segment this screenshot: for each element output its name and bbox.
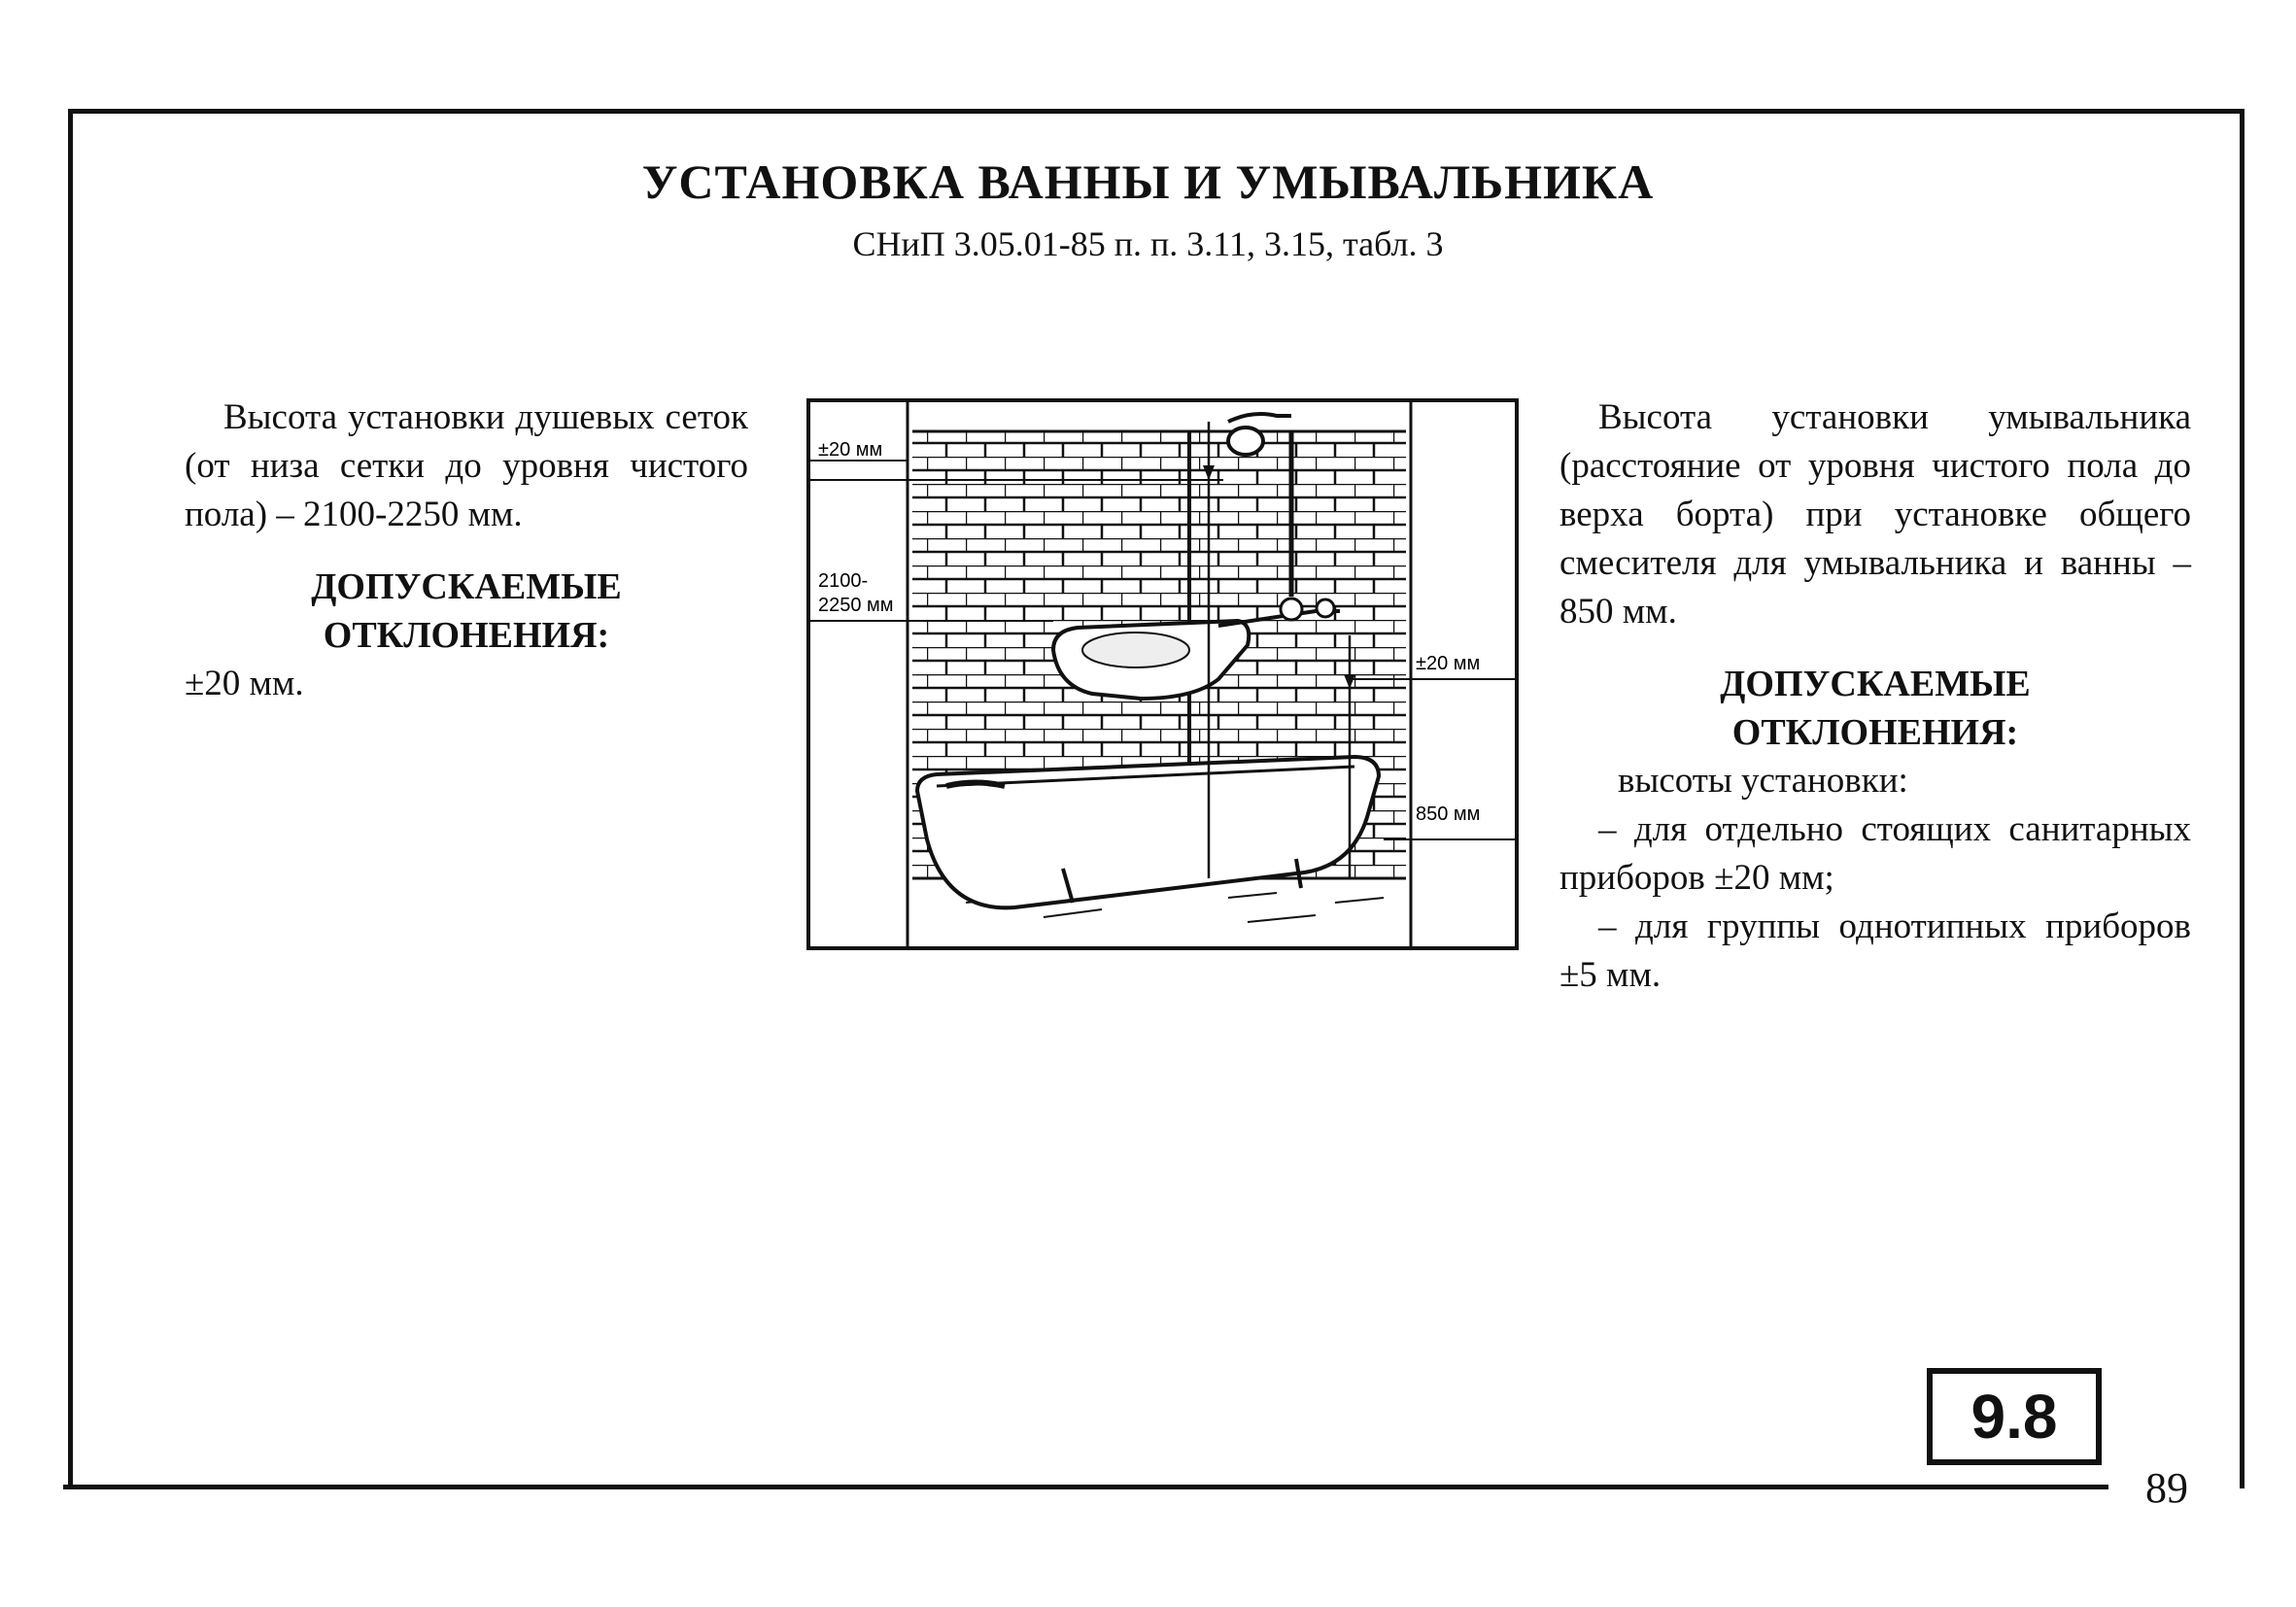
page-number: 89 — [2145, 1464, 2188, 1512]
right-tolerance-heading — [1559, 660, 2191, 757]
label-shower-line1: 2100- — [818, 570, 869, 592]
left-column — [185, 393, 748, 708]
left-tolerance-value: ±20 мм. — [185, 664, 304, 703]
right-heading-line2: ОТКЛОНЕНИЯ: — [1731, 712, 2019, 753]
bath-installation-figure — [806, 398, 1519, 950]
shower-head — [1228, 427, 1263, 455]
frame-top-border — [68, 109, 2245, 114]
right-tolerance-item2: – для группы однотипных приборов ±5 мм. — [1559, 906, 2191, 995]
frame-left-border — [68, 109, 73, 1488]
shower-height-paragraph: Высота установки душевых сеток (от низа сетки до уровня чистого пола) – 2100-2250 мм. — [185, 397, 748, 534]
frame-right-border — [2240, 109, 2245, 1488]
left-tolerance-heading — [185, 563, 748, 660]
label-top-left: ±20 мм — [818, 439, 883, 461]
right-tolerance-item1: – для отдельно стоящих санитарных приборов ±20 мм; — [1559, 809, 2191, 898]
left-heading-line2: ОТКЛОНЕНИЯ: — [323, 615, 610, 656]
section-badge: 9.8 — [1927, 1368, 2102, 1465]
right-column — [1559, 393, 2191, 1000]
left-heading-line1: ДОПУСКАЕМЫЕ — [311, 566, 622, 607]
label-right-tolerance: ±20 мм — [1416, 653, 1481, 674]
label-basin-height: 850 мм — [1416, 804, 1481, 825]
label-shower-line2: 2250 мм — [818, 595, 894, 616]
frame-bottom-border — [63, 1485, 2108, 1489]
right-heading-line1: ДОПУСКАЕМЫЕ — [1720, 664, 2031, 704]
basin-height-paragraph: Высота установки умывальника (расстояние от уровня чистого пола до верха борта) при установке общего смесителя для умывальника и ванны – 850 мм. — [1559, 397, 2191, 632]
right-tolerance-intro: высоты установки: — [1618, 761, 1908, 801]
bath-installation-drawing — [810, 402, 1515, 946]
page-title: УСТАНОВКА ВАННЫ И УМЫВАЛЬНИКА — [641, 154, 1655, 209]
page-subtitle: СНиП 3.05.01-85 п. п. 3.11, 3.15, табл. 3 — [852, 224, 1444, 263]
